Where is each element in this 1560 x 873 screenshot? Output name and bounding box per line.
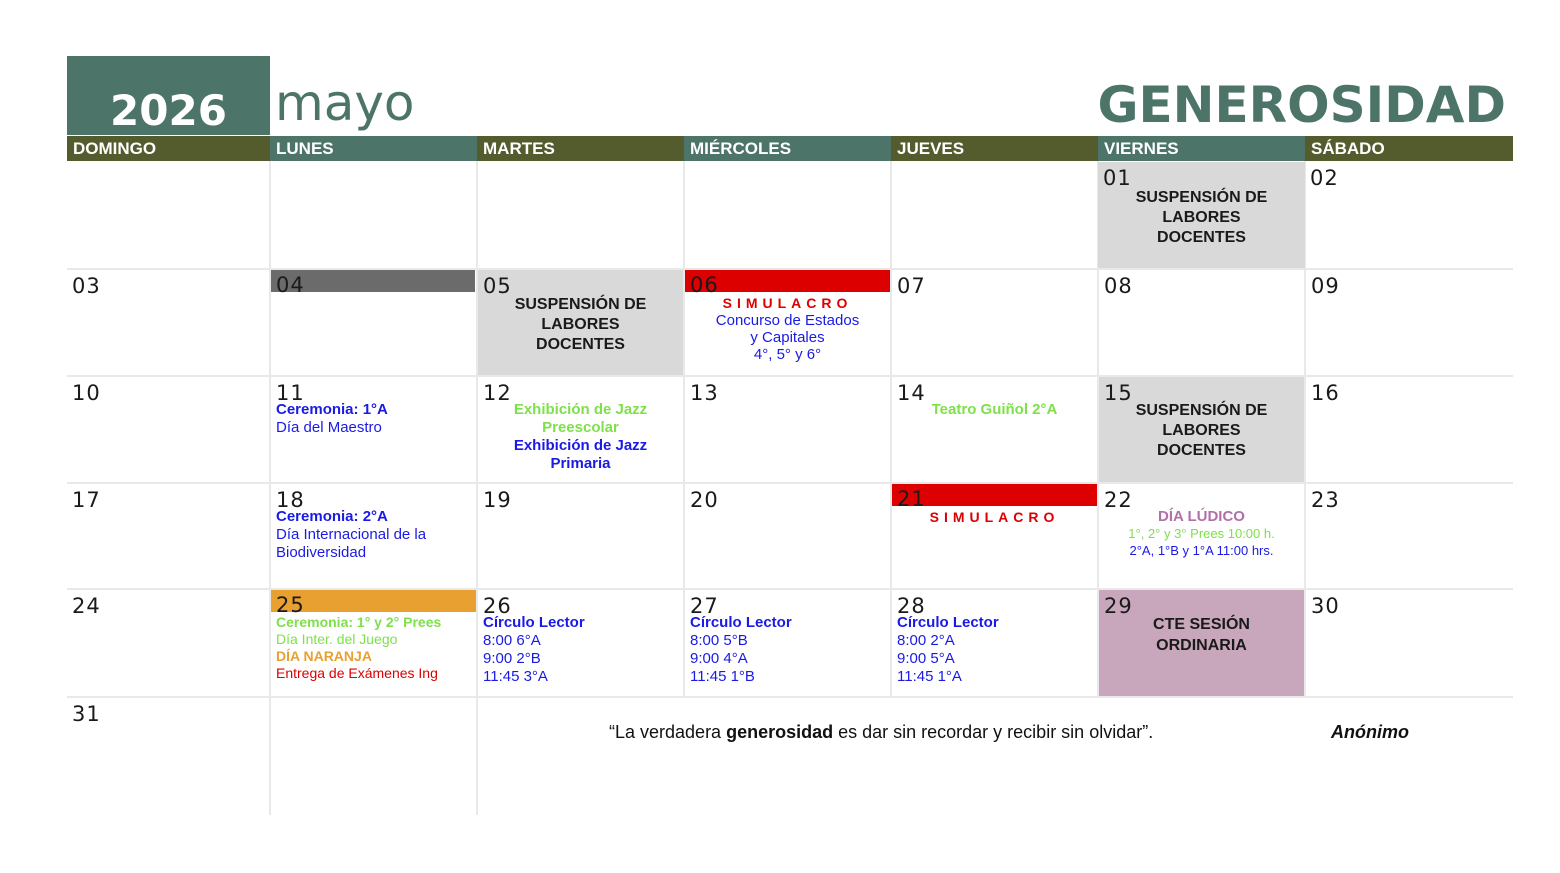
day-number: 16 (1311, 381, 1340, 405)
day-cell-29[interactable] (1099, 590, 1304, 696)
day-cell-21[interactable] (892, 484, 1097, 588)
day-number: 02 (1310, 166, 1339, 190)
day-cell-01[interactable] (1098, 162, 1305, 268)
day-number: 14 (897, 381, 926, 405)
event-dia-maestro: Día del Maestro (276, 419, 382, 436)
event-concurso: Concurso de Estados y Capitales 4°, 5° y 6° (715, 312, 860, 363)
quote-author: Anónimo (1331, 722, 1409, 742)
day-cell-25[interactable] (271, 590, 476, 696)
day-number: 09 (1311, 274, 1340, 298)
day-strip (271, 590, 476, 617)
day-number: 20 (690, 488, 719, 512)
day-number: 10 (72, 381, 101, 405)
day-strip (271, 270, 475, 297)
day-cell-23[interactable] (1306, 484, 1513, 588)
day-number: 13 (690, 381, 719, 405)
event-teatro: Teatro Guiñol 2°A (931, 401, 1058, 418)
day-cell-20[interactable] (685, 484, 890, 588)
day-number: 11 (276, 381, 305, 405)
day-cell-28[interactable] (892, 590, 1097, 696)
day-cell-30[interactable] (1306, 590, 1513, 696)
event-cte: CTE SESIÓN ORDINARIA (1153, 616, 1250, 654)
day-cell-14[interactable] (892, 377, 1097, 482)
day-strip (685, 270, 890, 297)
day-cell-19[interactable] (478, 484, 683, 588)
day-header-viernes: VIERNES (1098, 136, 1305, 161)
theme-title: GENEROSIDAD (1097, 76, 1506, 134)
day-number: 07 (897, 274, 926, 298)
grid-line (67, 696, 1513, 698)
day-cell-11[interactable] (271, 377, 476, 482)
event-jazz-primaria: Exhibición de Jazz Primaria (513, 437, 648, 472)
day-number: 26 (483, 594, 512, 618)
day-number: 06 (690, 273, 719, 297)
event-schedule: 8:00 6°A 9:00 2°B 11:45 3°A (483, 632, 548, 685)
event-jazz-preescolar: Exhibición de Jazz Preescolar (513, 401, 648, 436)
day-number: 08 (1104, 274, 1133, 298)
day-number: 30 (1311, 594, 1340, 618)
day-header-martes: MARTES (477, 136, 684, 161)
day-cell-16[interactable] (1306, 377, 1513, 482)
day-number: 18 (276, 488, 305, 512)
day-number: 03 (72, 274, 101, 298)
event-dia-naranja: DÍA NARANJA (276, 648, 372, 664)
day-strip (892, 484, 1097, 511)
day-number: 05 (483, 274, 512, 298)
day-cell-07[interactable] (892, 270, 1097, 375)
day-header-sabado: SÁBADO (1305, 136, 1513, 161)
day-number: 15 (1104, 381, 1133, 405)
day-number: 27 (690, 594, 719, 618)
event-circulo-lector: Círculo Lector (483, 614, 585, 631)
day-number: 31 (72, 702, 101, 726)
event-circulo-lector: Círculo Lector (897, 614, 999, 631)
day-number: 28 (897, 594, 926, 618)
day-cell-27[interactable] (685, 590, 890, 696)
event-biodiversidad: Día Internacional de la Biodiversidad (276, 526, 427, 561)
day-number: 25 (276, 593, 305, 617)
day-number: 12 (483, 381, 512, 405)
day-cell-24[interactable] (67, 590, 269, 696)
day-cell-06[interactable] (685, 270, 890, 375)
event-suspension: SUSPENSIÓN DE LABORES DOCENTES (1135, 402, 1268, 459)
event-simulacro: SIMULACRO (722, 295, 853, 311)
event-circulo-lector: Círculo Lector (690, 614, 792, 631)
day-cell-26[interactable] (478, 590, 683, 696)
event-schedule: 8:00 5°B 9:00 4°A 11:45 1°B (690, 632, 755, 685)
day-number: 21 (897, 487, 926, 511)
event-suspension: SUSPENSIÓN DE LABORES DOCENTES (514, 296, 647, 353)
day-number: 24 (72, 594, 101, 618)
year-label: 2026 (110, 86, 227, 135)
day-cell-04[interactable] (271, 270, 476, 375)
event-suspension: SUSPENSIÓN DE LABORES DOCENTES (1135, 189, 1268, 246)
event-ludico-primaria: 2°A, 1°B y 1°A 11:00 hrs. (1129, 543, 1274, 558)
day-cell-17[interactable] (67, 484, 269, 588)
month-title: mayo (275, 74, 415, 132)
day-cell-22[interactable] (1099, 484, 1304, 588)
day-cell-05[interactable] (478, 270, 683, 375)
day-cell-18[interactable] (271, 484, 476, 588)
event-schedule: 8:00 2°A 9:00 5°A 11:45 1°A (897, 632, 962, 685)
event-dia-juego: Día Inter. del Juego (276, 631, 398, 647)
day-cell-08[interactable] (1099, 270, 1304, 375)
event-examenes: Entrega de Exámenes Ing (276, 665, 438, 681)
day-cell-02[interactable] (1305, 162, 1513, 268)
day-cell-31[interactable] (67, 698, 269, 808)
day-number: 19 (483, 488, 512, 512)
day-header-lunes: LUNES (270, 136, 477, 161)
event-ludico-prees: 1°, 2° y 3° Prees 10:00 h. (1128, 526, 1275, 541)
day-header-miercoles: MIÉRCOLES (684, 136, 891, 161)
event-dia-ludico: DÍA LÚDICO (1158, 508, 1245, 525)
day-cell-10[interactable] (67, 377, 269, 482)
day-cell-09[interactable] (1306, 270, 1513, 375)
day-number: 01 (1103, 166, 1132, 190)
day-cell-13[interactable] (685, 377, 890, 482)
day-cell-12[interactable] (478, 377, 683, 482)
day-header-domingo: DOMINGO (67, 136, 270, 161)
event-ceremonia: Ceremonia: 1°A (276, 401, 388, 418)
event-ceremonia: Ceremonia: 1° y 2° Prees (276, 614, 442, 630)
day-number: 04 (276, 273, 305, 297)
day-number: 22 (1104, 488, 1133, 512)
event-simulacro: SIMULACRO (929, 509, 1060, 525)
day-cell-15[interactable] (1099, 377, 1304, 482)
day-number: 17 (72, 488, 101, 512)
day-header-jueves: JUEVES (891, 136, 1098, 161)
quote-text: “La verdadera generosidad es dar sin recordar y recibir sin olvidar”. (609, 722, 1154, 742)
day-number: 29 (1104, 594, 1133, 618)
day-cell-03[interactable] (67, 270, 269, 375)
day-number: 23 (1311, 488, 1340, 512)
event-ceremonia: Ceremonia: 2°A (276, 508, 388, 525)
